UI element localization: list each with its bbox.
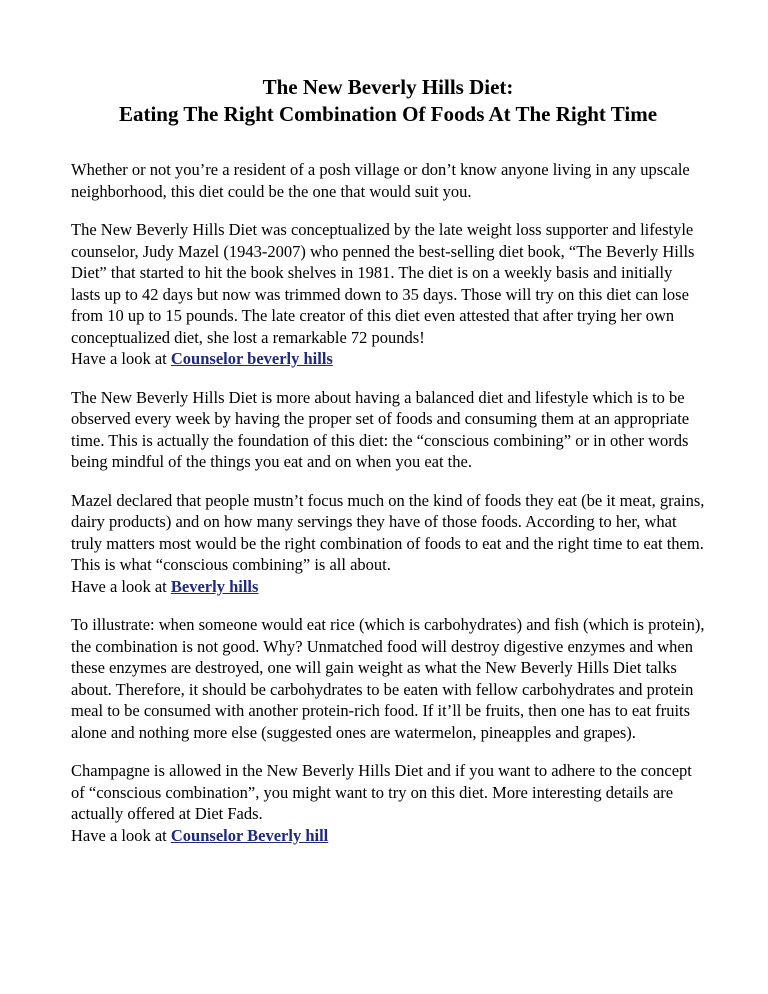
paragraph-history: The New Beverly Hills Diet was conceptualized by the late weight loss supporter and lifestyle counselor, Judy Mazel (1943-2007) who penned the best-selling diet book, “The Beverly Hills Diet” that started to hit the book shelves in 1981. The diet is on a weekly basis and initially lasts up to 42 days but now was trimmed down to 35 days. Those will try on this diet can lose from 10 up to 15 pounds. The late creator of this diet even attested that after trying her own conceptualized diet, she lost a remarkable 72 pounds! [71,220,695,347]
have-a-look-prefix: Have a look at [71,576,171,596]
paragraph-intro: Whether or not you’re a resident of a posh village or don’t know anyone living in any upscale neighborhood, this diet could be the one that would suit you. [71,160,690,201]
have-a-look-line-1 [71,348,705,370]
document-title [71,74,705,128]
link-counselor-beverly-hill[interactable]: Counselor Beverly hill [170,825,329,845]
title-line-2: Eating The Right Combination Of Foods At The Right Time [118,102,658,126]
title-line-1: The New Beverly Hills Diet: [262,75,514,99]
link-counselor-beverly-hills[interactable]: Counselor beverly hills [170,349,333,368]
paragraph-champagne: Champagne is allowed in the New Beverly Hills Diet and if you want to adhere to the concept of “conscious combination”, you might want to try on this diet. More interesting details are actually offered at Diet Fads. [71,761,692,823]
paragraph-balanced-diet: The New Beverly Hills Diet is more about having a balanced diet and lifestyle which is to be observed every week by having the proper set of foods and consuming them at an appropriate time. This is actually the foundation of this diet: the “conscious combining” or in other words being mindful of the things you eat and on when you eat the. [71,387,690,471]
have-a-look-line-3 [71,825,705,847]
have-a-look-prefix: Have a look at [71,349,171,368]
paragraph-illustrate: To illustrate: when someone would eat rice (which is carbohydrates) and fish (which is protein), the combination is not good. Why? Unmatched food will destroy digestive enzymes and when these enzymes are destroyed, one will gain weight as what the New Beverly Hills Diet talks about. Therefore, it should be carbohydrates to be eaten with fellow carbohydrates and protein meal to be consumed with another protein-rich food. If it’ll be fruits, then one has to eat fruits alone and nothing more else (suggested ones are watermelon, pineapples and grapes). [71,615,705,742]
have-a-look-line-2 [71,576,705,598]
paragraph-mazel: Mazel declared that people mustn’t focus much on the kind of foods they eat (be it meat, grains, dairy products) and on how many servings they have of those foods. According to her, what truly matters most would be the right combination of foods to eat and the right time to eat them. This is what “conscious combining” is all about. [71,490,705,574]
have-a-look-prefix: Have a look at [71,825,171,845]
document-page [71,74,705,846]
link-beverly-hills[interactable]: Beverly hills [170,576,259,596]
document-body [71,159,705,846]
